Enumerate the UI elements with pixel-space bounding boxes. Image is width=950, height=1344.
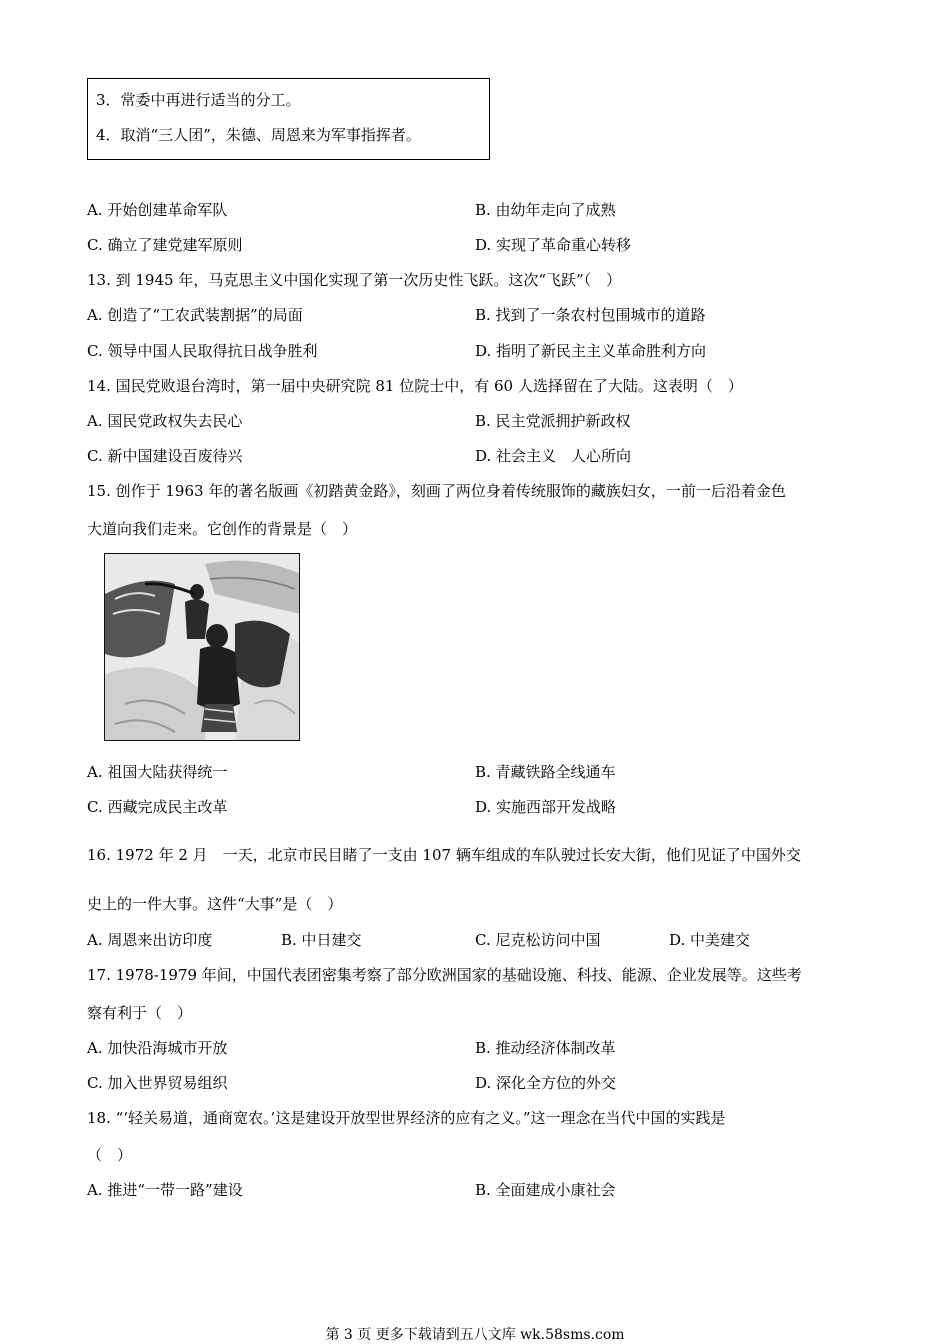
- q14-option-a: A. 国民党政权失去民心: [87, 412, 243, 430]
- q15-option-d: D. 实施西部开发战略: [475, 798, 617, 816]
- q15-option-c: C. 西藏完成民主改革: [87, 798, 228, 816]
- q13-option-c: C. 领导中国人民取得抗日战争胜利: [87, 342, 318, 360]
- q17-stem-line1: 17. 1978-1979 年间，中国代表团密集考察了部分欧洲国家的基础设施、科技、能源、企业发展等。这些考: [87, 966, 802, 984]
- q15-stem-line1: 15. 创作于 1963 年的著名版画《初踏黄金路》，刻画了两位身着传统服饰的藏族妇女，一前一后沿着金色: [87, 482, 786, 500]
- q17-option-d: D. 深化全方位的外交: [475, 1074, 617, 1092]
- q15-stem-line2: 大道向我们走来。它创作的背景是（ ）: [87, 520, 358, 538]
- q17-option-c: C. 加入世界贸易组织: [87, 1074, 228, 1092]
- q17-stem-line2: 察有利于（ ）: [87, 1004, 193, 1022]
- q13-option-a: A. 创造了“工农武装割据”的局面: [87, 306, 303, 324]
- q16-option-d: D. 中美建交: [669, 931, 751, 949]
- q13-option-d: D. 指明了新民主主义革命胜利方向: [475, 342, 707, 360]
- q15-option-b: B. 青藏铁路全线通车: [475, 763, 616, 781]
- q14-option-d: D. 社会主义 人心所向: [475, 447, 632, 465]
- q14-stem: 14. 国民党败退台湾时，第一届中央研究院 81 位院士中，有 60 人选择留在了大陆。这表明（ ）: [87, 377, 743, 395]
- woodcut-illustration: [105, 554, 300, 741]
- q16-option-c: C. 尼克松访问中国: [475, 931, 601, 949]
- q14-option-c: C. 新中国建设百废待兴: [87, 447, 243, 465]
- woodcut-print-image: [104, 553, 300, 741]
- q17-option-b: B. 推动经济体制改革: [475, 1039, 616, 1057]
- q18-option-b: B. 全面建成小康社会: [475, 1181, 616, 1199]
- q12-option-a: A. 开始创建革命军队: [87, 201, 228, 219]
- q12-option-c: C. 确立了建党建军原则: [87, 236, 243, 254]
- q16-stem-line1: 16. 1972 年 2 月 一天，北京市民目睹了一支由 107 辆车组成的车队驶过长安大街，他们见证了中国外交: [87, 846, 801, 864]
- q17-option-a: A. 加快沿海城市开放: [87, 1039, 228, 1057]
- quoted-material-box: [87, 78, 490, 160]
- page-footer: 第 3 页 更多下载请到五八文库 wk.58sms.com: [325, 1327, 625, 1343]
- q16-option-b: B. 中日建交: [281, 931, 362, 949]
- q13-stem: 13. 到 1945 年，马克思主义中国化实现了第一次历史性飞跃。这次“飞跃”（ ）: [87, 271, 622, 289]
- q18-option-a: A. 推进“一带一路”建设: [87, 1181, 243, 1199]
- material-line-3: 3．常委中再进行适当的分工。: [96, 91, 301, 109]
- q18-stem-line2: （ ）: [87, 1146, 133, 1164]
- q16-stem-line2: 史上的一件大事。这件“大事”是（ ）: [87, 895, 343, 913]
- q18-stem-line1: 18. “‘轻关易道，通商宽农。’这是建设开放型世界经济的应有之义。”这一理念在当代中国的实践是: [87, 1109, 726, 1127]
- q13-option-b: B. 找到了一条农村包围城市的道路: [475, 306, 706, 324]
- q16-option-a: A. 周恩来出访印度: [87, 931, 213, 949]
- q12-option-b: B. 由幼年走向了成熟: [475, 201, 616, 219]
- q12-option-d: D. 实现了革命重心转移: [475, 236, 632, 254]
- material-line-4: 4．取消“三人团”，朱德、周恩来为军事指挥者。: [96, 126, 421, 144]
- q15-option-a: A. 祖国大陆获得统一: [87, 763, 228, 781]
- q14-option-b: B. 民主党派拥护新政权: [475, 412, 631, 430]
